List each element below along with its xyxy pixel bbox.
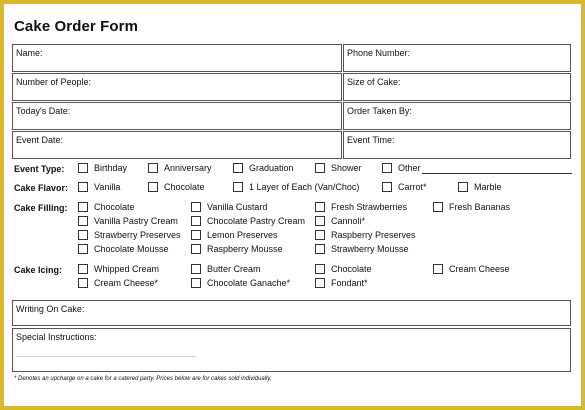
instructions-line (16, 356, 196, 357)
event-date-label: Event Date: (16, 135, 64, 145)
checkbox-icon (315, 278, 325, 288)
event-time-label: Event Time: (347, 135, 395, 145)
checkbox-icon (315, 202, 325, 212)
checkbox-icon (78, 244, 88, 254)
flavor-vanilla[interactable]: Vanilla (78, 182, 120, 192)
checkbox-icon (148, 163, 158, 173)
icing-fondant[interactable]: Fondant* (315, 278, 368, 288)
filling-chocolate[interactable]: Chocolate (78, 202, 135, 212)
event-type-graduation[interactable]: Graduation (233, 163, 294, 173)
checkbox-icon (78, 264, 88, 274)
event-type-anniversary[interactable]: Anniversary (148, 163, 212, 173)
footnote: * Denotes an upcharge on a cake for a catered party. Prices below are for cakes sold individually. (14, 376, 272, 382)
filling-raspberry-mousse[interactable]: Raspberry Mousse (191, 244, 283, 254)
event-time-field[interactable] (343, 131, 571, 159)
phone-field[interactable] (343, 44, 571, 72)
filling-lemon-preserves[interactable]: Lemon Preserves (191, 230, 278, 240)
date-field[interactable] (12, 102, 342, 130)
cake-filling-label: Cake Filling: (14, 203, 68, 213)
filling-chocolate-mousse[interactable]: Chocolate Mousse (78, 244, 169, 254)
cake-flavor-label: Cake Flavor: (14, 183, 69, 193)
taken-by-label: Order Taken By: (347, 106, 412, 116)
filling-strawberry-mousse[interactable]: Strawberry Mousse (315, 244, 409, 254)
event-type-label: Event Type: (14, 164, 65, 174)
checkbox-icon (78, 163, 88, 173)
filling-strawberry-preserves[interactable]: Strawberry Preserves (78, 230, 181, 240)
people-field[interactable] (12, 73, 342, 101)
checkbox-icon (78, 182, 88, 192)
checkbox-icon (78, 216, 88, 226)
order-form-sheet (4, 4, 581, 406)
event-type-shower[interactable]: Shower (315, 163, 362, 173)
name-label: Name: (16, 48, 43, 58)
checkbox-icon (191, 202, 201, 212)
checkbox-icon (382, 182, 392, 192)
checkbox-icon (78, 278, 88, 288)
cake-icing-label: Cake Icing: (14, 265, 63, 275)
people-label: Number of People: (16, 77, 92, 87)
flavor-chocolate[interactable]: Chocolate (148, 182, 205, 192)
flavor-carrot[interactable]: Carrot* (382, 182, 427, 192)
filling-vanilla-pastry-cream[interactable]: Vanilla Pastry Cream (78, 216, 178, 226)
checkbox-icon (191, 278, 201, 288)
checkbox-icon (148, 182, 158, 192)
checkbox-icon (315, 163, 325, 173)
icing-chocolate[interactable]: Chocolate (315, 264, 372, 274)
taken-by-field[interactable] (343, 102, 571, 130)
writing-on-cake-label: Writing On Cake: (16, 304, 85, 314)
special-instructions-label: Special Instructions: (16, 332, 97, 342)
writing-on-cake-field[interactable] (12, 300, 571, 326)
checkbox-icon (191, 230, 201, 240)
filling-cannoli[interactable]: Cannoli* (315, 216, 365, 226)
checkbox-icon (191, 244, 201, 254)
flavor-layer-each[interactable]: 1 Layer of Each (Van/Choc) (233, 182, 359, 192)
checkbox-icon (382, 163, 392, 173)
event-type-other[interactable]: Other (382, 163, 421, 173)
name-field[interactable] (12, 44, 342, 72)
flavor-marble[interactable]: Marble (458, 182, 502, 192)
checkbox-icon (433, 202, 443, 212)
checkbox-icon (315, 216, 325, 226)
special-instructions-field[interactable] (12, 328, 571, 372)
icing-butter-cream[interactable]: Butter Cream (191, 264, 261, 274)
checkbox-icon (315, 230, 325, 240)
icing-chocolate-ganache[interactable]: Chocolate Ganache* (191, 278, 290, 288)
filling-raspberry-preserves[interactable]: Raspberry Preserves (315, 230, 416, 240)
checkbox-icon (315, 244, 325, 254)
checkbox-icon (233, 182, 243, 192)
checkbox-icon (315, 264, 325, 274)
filling-fresh-strawberries[interactable]: Fresh Strawberries (315, 202, 407, 212)
checkbox-icon (233, 163, 243, 173)
checkbox-icon (191, 216, 201, 226)
date-label: Today's Date: (16, 106, 71, 116)
checkbox-icon (78, 230, 88, 240)
filling-chocolate-pastry-cream[interactable]: Chocolate Pastry Cream (191, 216, 305, 226)
filling-vanilla-custard[interactable]: Vanilla Custard (191, 202, 267, 212)
filling-fresh-bananas[interactable]: Fresh Bananas (433, 202, 510, 212)
size-field[interactable] (343, 73, 571, 101)
event-date-field[interactable] (12, 131, 342, 159)
size-label: Size of Cake: (347, 77, 401, 87)
icing-cream-cheese[interactable]: Cream Cheese (433, 264, 510, 274)
phone-label: Phone Number: (347, 48, 411, 58)
checkbox-icon (78, 202, 88, 212)
event-type-birthday[interactable]: Birthday (78, 163, 127, 173)
form-title: Cake Order Form (14, 18, 139, 35)
checkbox-icon (458, 182, 468, 192)
checkbox-icon (191, 264, 201, 274)
other-blank-line[interactable] (422, 173, 572, 174)
icing-whipped-cream[interactable]: Whipped Cream (78, 264, 159, 274)
checkbox-icon (433, 264, 443, 274)
icing-cream-cheese-upcharge[interactable]: Cream Cheese* (78, 278, 158, 288)
